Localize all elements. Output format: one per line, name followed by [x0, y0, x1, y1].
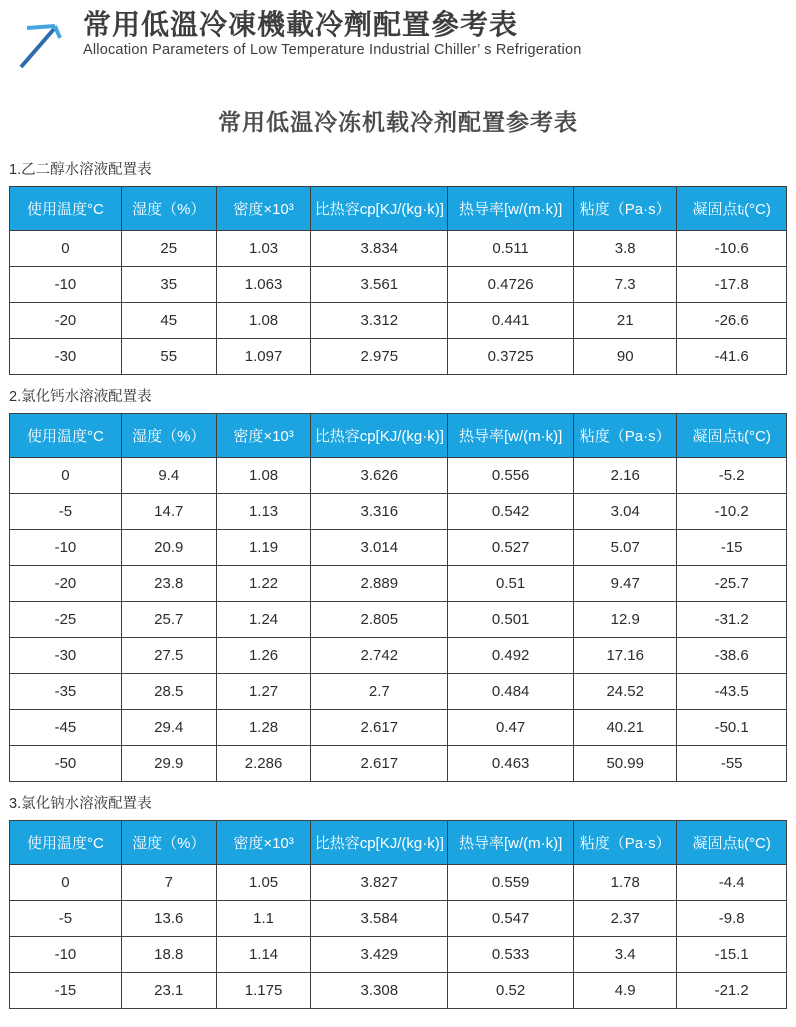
table-cell: 90 [574, 339, 677, 375]
table-cell: 3.827 [311, 865, 448, 901]
table-cell: -38.6 [677, 638, 787, 674]
table-cell: 1.27 [216, 674, 311, 710]
column-header: 比热容cp[KJ/(kg·k)] [311, 821, 448, 865]
table-cell: 23.8 [121, 566, 216, 602]
table-cell: -25.7 [677, 566, 787, 602]
table-cell: 3.308 [311, 973, 448, 1009]
table-cell: -5 [10, 901, 122, 937]
table-row [10, 710, 787, 746]
table-cell: -25 [10, 602, 122, 638]
table-cell: 0.533 [448, 937, 574, 973]
table-cell: 7 [121, 865, 216, 901]
table-cell: 21 [574, 303, 677, 339]
table-cell: 0 [10, 458, 122, 494]
table-cell: 0.542 [448, 494, 574, 530]
tables-container [0, 158, 796, 1009]
table-cell: 1.063 [216, 267, 311, 303]
table-cell: -5.2 [677, 458, 787, 494]
table-cell: 3.8 [574, 231, 677, 267]
table-cell: 0.51 [448, 566, 574, 602]
column-header: 凝固点tᵢ(°C) [677, 187, 787, 231]
header-row [10, 187, 787, 231]
brand-banner [0, 0, 796, 71]
table-cell: 29.9 [121, 746, 216, 782]
table-cell: 2.617 [311, 746, 448, 782]
table-row [10, 901, 787, 937]
table-cell: -4.4 [677, 865, 787, 901]
section-label-1: 1.乙二醇水溶液配置表 [9, 162, 152, 178]
table-cell: 25 [121, 231, 216, 267]
table-cell: 2.889 [311, 566, 448, 602]
table-row [10, 231, 787, 267]
table-cell: 0.559 [448, 865, 574, 901]
table-row [10, 566, 787, 602]
table-cell: -21.2 [677, 973, 787, 1009]
table-cell: 1.08 [216, 458, 311, 494]
section-label-3: 3.氯化钠水溶液配置表 [9, 796, 152, 812]
column-header: 密度×10³ [216, 821, 311, 865]
table-cell: 1.22 [216, 566, 311, 602]
table-cell: 0.527 [448, 530, 574, 566]
table-cell: 0.511 [448, 231, 574, 267]
table-cell: 3.312 [311, 303, 448, 339]
table-cell: 0.4726 [448, 267, 574, 303]
table-cell: 29.4 [121, 710, 216, 746]
table-cell: 0 [10, 865, 122, 901]
table-cell: 1.097 [216, 339, 311, 375]
table-cell: -26.6 [677, 303, 787, 339]
table-cell: 9.47 [574, 566, 677, 602]
table-cell: 2.16 [574, 458, 677, 494]
table-row [10, 674, 787, 710]
table-cell: 0.463 [448, 746, 574, 782]
column-header: 湿度（%） [121, 821, 216, 865]
table-cell: 28.5 [121, 674, 216, 710]
table-cell: 1.05 [216, 865, 311, 901]
table-cell: 2.975 [311, 339, 448, 375]
table-cell: 1.26 [216, 638, 311, 674]
column-header: 粘度（Pa·s） [574, 187, 677, 231]
table-cell: 3.4 [574, 937, 677, 973]
column-header: 使用温度°C [10, 414, 122, 458]
table-cell: 55 [121, 339, 216, 375]
table-row [10, 602, 787, 638]
table-cell: 3.429 [311, 937, 448, 973]
table-cell: -15 [10, 973, 122, 1009]
table-cell: 3.584 [311, 901, 448, 937]
banner-subtitle: Allocation Parameters of Low Temperature Industrial Chiller’ s Refrigeration [83, 42, 582, 59]
table-cell: 50.99 [574, 746, 677, 782]
table-cell: 13.6 [121, 901, 216, 937]
column-header: 热导率[w/(m·k)] [448, 821, 574, 865]
table-cell: 2.286 [216, 746, 311, 782]
table-row [10, 530, 787, 566]
table-cell: 1.175 [216, 973, 311, 1009]
table-cell: -45 [10, 710, 122, 746]
table-cell: 7.3 [574, 267, 677, 303]
header-row [10, 821, 787, 865]
table-cell: -43.5 [677, 674, 787, 710]
table-cell: 0.441 [448, 303, 574, 339]
table-cell: 2.742 [311, 638, 448, 674]
table-cell: 20.9 [121, 530, 216, 566]
table-cell: 45 [121, 303, 216, 339]
data-table-2 [9, 413, 787, 782]
column-header: 凝固点tᵢ(°C) [677, 821, 787, 865]
table-cell: 1.78 [574, 865, 677, 901]
table-cell: -10 [10, 937, 122, 973]
column-header: 使用温度°C [10, 187, 122, 231]
data-table-1 [9, 186, 787, 375]
table-cell: 1.13 [216, 494, 311, 530]
page-title: 常用低温冷冻机载冷剂配置参考表 [218, 109, 578, 135]
banner-text-block [83, 9, 582, 58]
table-cell: 0.547 [448, 901, 574, 937]
table-cell: -5 [10, 494, 122, 530]
table-cell: 17.16 [574, 638, 677, 674]
column-header: 热导率[w/(m·k)] [448, 414, 574, 458]
table-cell: -41.6 [677, 339, 787, 375]
table-cell: 3.014 [311, 530, 448, 566]
table-cell: 1.08 [216, 303, 311, 339]
table-cell: -15.1 [677, 937, 787, 973]
column-header: 粘度（Pa·s） [574, 821, 677, 865]
column-header: 湿度（%） [121, 187, 216, 231]
table-row [10, 458, 787, 494]
table-cell: 1.1 [216, 901, 311, 937]
table-row [10, 973, 787, 1009]
table-cell: -10 [10, 530, 122, 566]
table-cell: 0 [10, 231, 122, 267]
table-cell: -10 [10, 267, 122, 303]
table-cell: -15 [677, 530, 787, 566]
table-cell: 12.9 [574, 602, 677, 638]
table-cell: -30 [10, 339, 122, 375]
table-row [10, 638, 787, 674]
table-cell: 24.52 [574, 674, 677, 710]
table-cell: 18.8 [121, 937, 216, 973]
table-cell: -20 [10, 566, 122, 602]
table-row [10, 937, 787, 973]
column-header: 比热容cp[KJ/(kg·k)] [311, 187, 448, 231]
table-cell: -35 [10, 674, 122, 710]
column-header: 粘度（Pa·s） [574, 414, 677, 458]
table-cell: -20 [10, 303, 122, 339]
table-cell: 3.04 [574, 494, 677, 530]
table-cell: 40.21 [574, 710, 677, 746]
trend-arrow-logo-icon [13, 15, 71, 71]
table-cell: 35 [121, 267, 216, 303]
table-cell: 2.617 [311, 710, 448, 746]
table-cell: 0.501 [448, 602, 574, 638]
table-row [10, 267, 787, 303]
data-table-3 [9, 820, 787, 1009]
table-cell: -30 [10, 638, 122, 674]
table-cell: 0.556 [448, 458, 574, 494]
table-cell: 1.19 [216, 530, 311, 566]
table-cell: 0.47 [448, 710, 574, 746]
table-cell: 14.7 [121, 494, 216, 530]
table-row [10, 303, 787, 339]
table-cell: -17.8 [677, 267, 787, 303]
banner-title: 常用低溫冷凍機載冷劑配置參考表 [83, 9, 519, 40]
table-row [10, 865, 787, 901]
table-cell: 1.28 [216, 710, 311, 746]
table-cell: -55 [677, 746, 787, 782]
table-cell: 4.9 [574, 973, 677, 1009]
table-cell: 2.7 [311, 674, 448, 710]
table-cell: 27.5 [121, 638, 216, 674]
column-header: 密度×10³ [216, 414, 311, 458]
header-row [10, 414, 787, 458]
table-cell: 3.561 [311, 267, 448, 303]
table-cell: 1.14 [216, 937, 311, 973]
table-cell: 25.7 [121, 602, 216, 638]
table-cell: -50.1 [677, 710, 787, 746]
table-row [10, 746, 787, 782]
table-cell: 3.834 [311, 231, 448, 267]
table-cell: 23.1 [121, 973, 216, 1009]
table-cell: 3.316 [311, 494, 448, 530]
table-cell: 2.37 [574, 901, 677, 937]
table-cell: 3.626 [311, 458, 448, 494]
table-cell: -50 [10, 746, 122, 782]
table-cell: 1.03 [216, 231, 311, 267]
table-cell: 9.4 [121, 458, 216, 494]
table-cell: -31.2 [677, 602, 787, 638]
column-header: 凝固点tᵢ(°C) [677, 414, 787, 458]
table-cell: 0.52 [448, 973, 574, 1009]
table-cell: 0.492 [448, 638, 574, 674]
column-header: 密度×10³ [216, 187, 311, 231]
table-cell: 2.805 [311, 602, 448, 638]
column-header: 湿度（%） [121, 414, 216, 458]
column-header: 使用温度°C [10, 821, 122, 865]
table-cell: 0.3725 [448, 339, 574, 375]
section-label-2: 2.氯化钙水溶液配置表 [9, 389, 152, 405]
column-header: 比热容cp[KJ/(kg·k)] [311, 414, 448, 458]
table-row [10, 494, 787, 530]
table-cell: 5.07 [574, 530, 677, 566]
table-row [10, 339, 787, 375]
column-header: 热导率[w/(m·k)] [448, 187, 574, 231]
table-cell: 0.484 [448, 674, 574, 710]
table-cell: -10.2 [677, 494, 787, 530]
table-cell: 1.24 [216, 602, 311, 638]
table-cell: -10.6 [677, 231, 787, 267]
table-cell: -9.8 [677, 901, 787, 937]
